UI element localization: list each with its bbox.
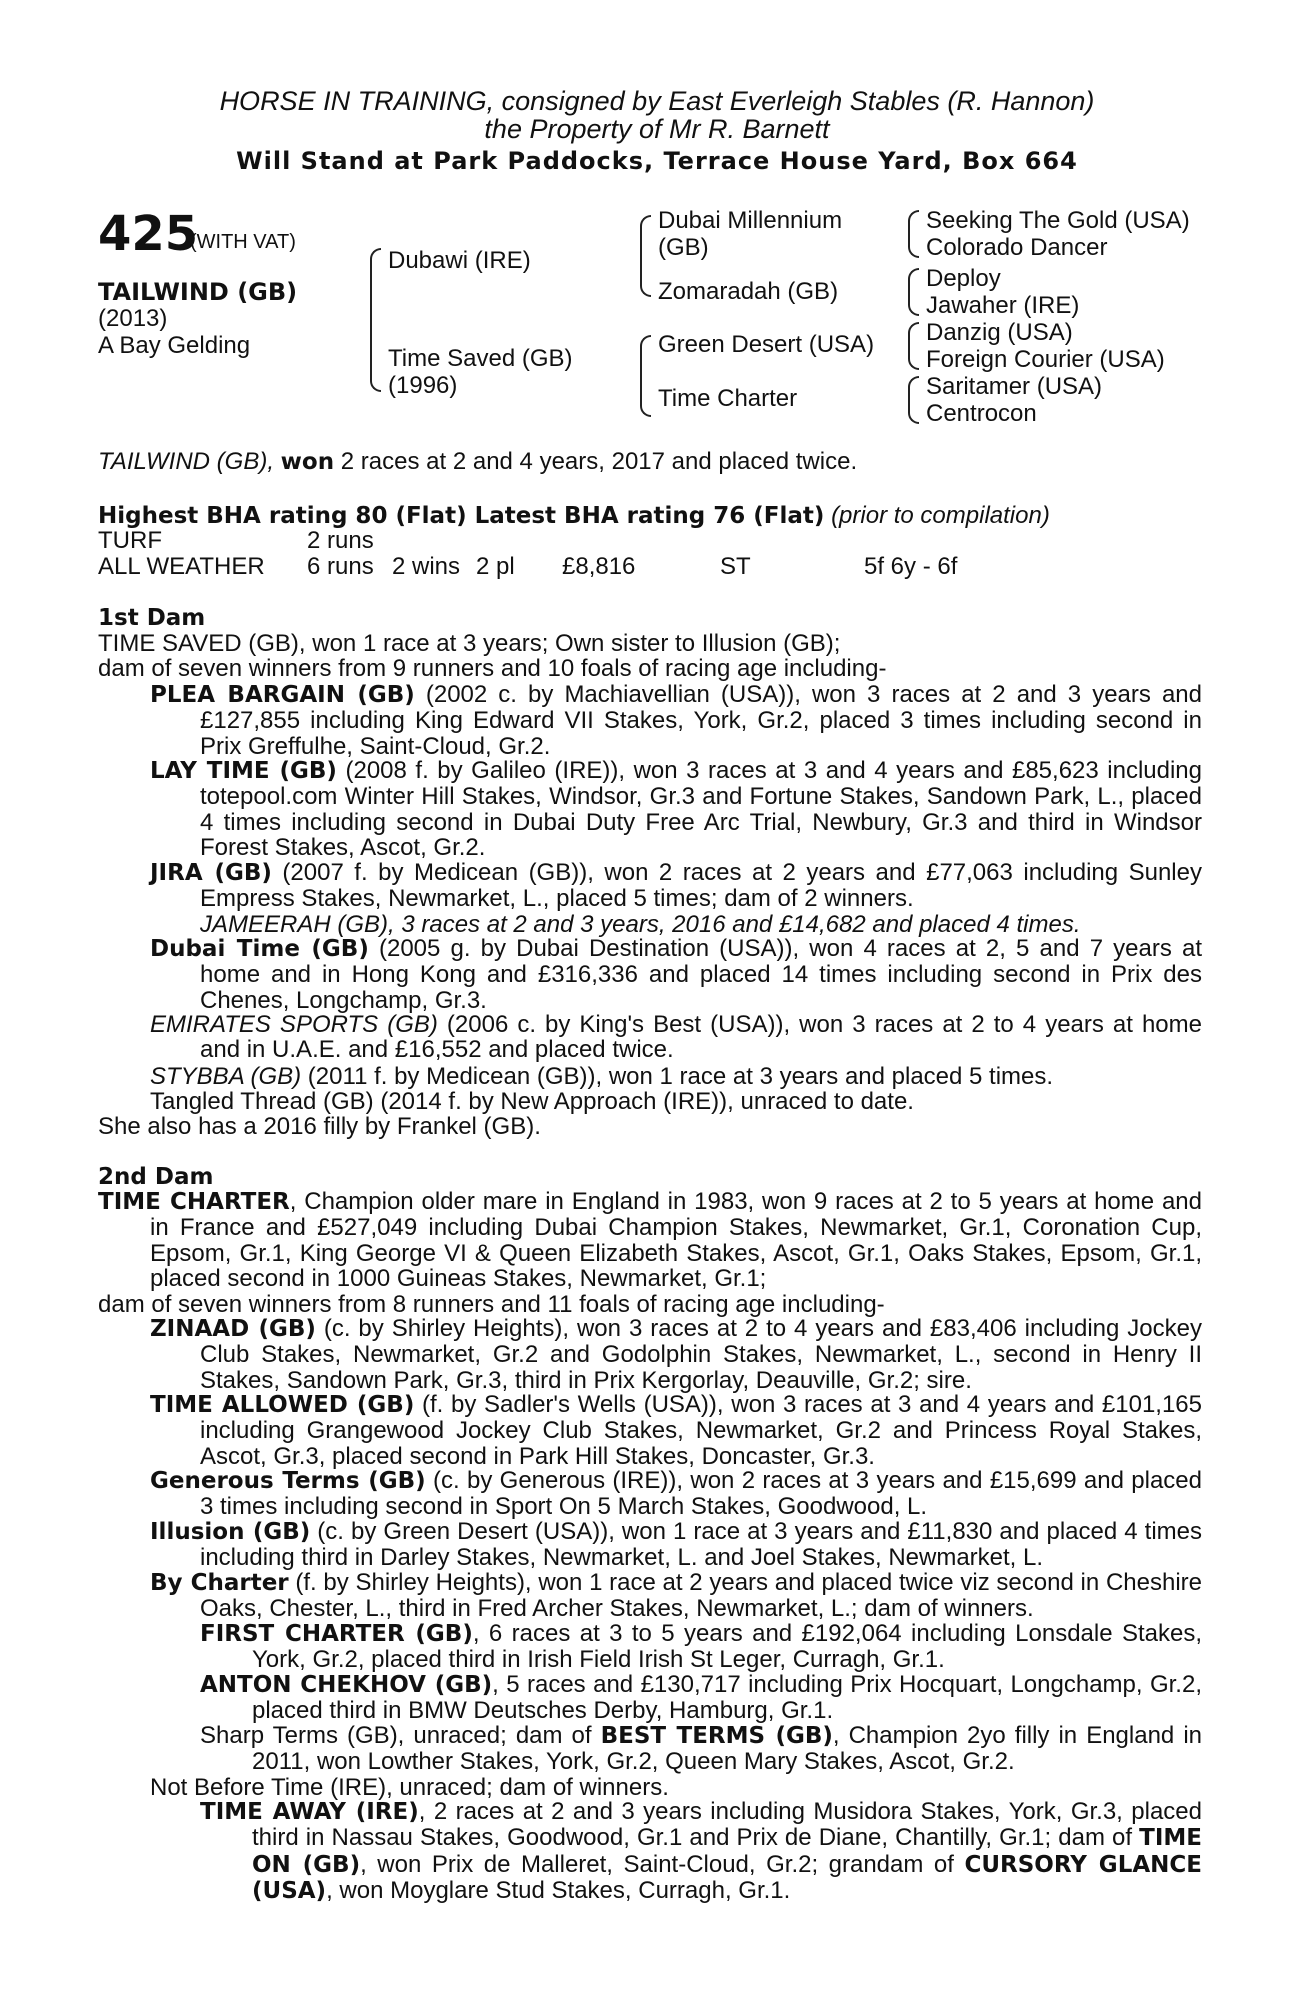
cursory-glance-name: CURSORY GLANCE (USA) — [252, 1851, 1202, 1905]
stats-aw-prize: £8,816 — [562, 553, 636, 580]
pedigree-brace-main — [370, 248, 381, 392]
stats-turf-label: TURF — [98, 527, 162, 554]
produce-dubai-time — [150, 935, 1203, 1014]
zinaad-name: ZINAAD (GB) — [150, 1316, 316, 1342]
header-location: Will Stand at Park Paddocks, Terrace House Yard, Box 664 — [236, 147, 1078, 175]
pedigree-brace-sire — [640, 215, 651, 297]
stats-aw-label: ALL WEATHER — [98, 553, 265, 580]
anton-chekhov-text: , 5 races and £130,717 including Prix Hocquart, Longchamp, Gr.2, placed third in BMW Deutsches Derby, Hamburg, Gr.1. — [252, 1671, 1202, 1725]
produce-emirates-sports — [150, 1011, 1202, 1064]
pedigree-dam-year: (1996) — [388, 372, 458, 399]
produce-time-away — [200, 1798, 1202, 1905]
stats-aw-wins: 2 wins — [392, 553, 461, 580]
horse-name: TAILWIND (GB) — [98, 278, 298, 306]
pedigree-sss: Seeking The Gold (USA) — [926, 207, 1190, 234]
produce-lay-time — [150, 757, 1203, 862]
pedigree-brace-dd — [908, 376, 919, 424]
pedigree-sire: Dubawi (IRE) — [388, 247, 531, 274]
stats-aw-runs: 6 runs — [307, 553, 374, 580]
pedigree-brace-dam — [640, 335, 651, 417]
second-dam-record — [98, 1188, 1202, 1293]
jira-text: (2007 f. by Medicean (GB)), won 2 races at 2 years and £77,063 including Sunley Empress Stakes, Newmarket, L., placed 5 times; dam of 2 winners. — [200, 859, 1202, 913]
pedigree-dss: Danzig (USA) — [926, 319, 1073, 346]
pedigree-sdd: Jawaher (IRE) — [926, 292, 1080, 319]
first-charter-name: FIRST CHARTER (GB) — [200, 1621, 473, 1647]
produce-by-charter — [150, 1569, 1202, 1623]
pedigree-dam: Time Saved (GB) — [388, 345, 573, 372]
produce-plea-bargain — [150, 681, 1203, 760]
time-allowed-name: TIME ALLOWED (GB) — [150, 1392, 415, 1418]
summary-won: won — [280, 449, 335, 475]
produce-illusion — [150, 1518, 1202, 1572]
emirates-sports-name: EMIRATES SPORTS (GB) — [150, 1011, 438, 1038]
header-consignor: HORSE IN TRAINING, consigned by East Everleigh Stables (R. Hannon) — [219, 86, 1095, 116]
time-on-name: TIME ON (GB) — [252, 1825, 1202, 1878]
pedigree-dsd: Foreign Courier (USA) — [926, 346, 1165, 373]
second-dam-produce-summary: dam of seven winners from 8 runners and 11 foals of racing age including- — [98, 1291, 885, 1318]
produce-not-before-time: Not Before Time (IRE), unraced; dam of winners. — [150, 1774, 669, 1801]
emirates-sports-text: (2006 c. by King's Best (USA)), won 3 races at 2 to 4 years at home and in U.A.E. and £16,552 and placed twice. — [200, 1011, 1202, 1064]
pedigree-dam-dam: Time Charter — [658, 385, 798, 412]
lay-time-name: LAY TIME (GB) — [150, 758, 337, 784]
pedigree-sds: Deploy — [926, 265, 1001, 292]
ratings-note: (prior to compilation) — [831, 502, 1050, 529]
produce-tangled-thread: Tangled Thread (GB) (2014 f. by New Approach (IRE)), unraced to date. — [150, 1088, 914, 1115]
stybba-text: (2011 f. by Medicean (GB)), won 1 race at 3 years and placed 5 times. — [301, 1063, 1054, 1090]
horse-description: A Bay Gelding — [98, 332, 251, 359]
stats-aw-placed: 2 pl — [476, 553, 515, 580]
pedigree-brace-ss — [908, 210, 919, 258]
stats-aw-surface: ST — [720, 553, 751, 580]
zinaad-text: (c. by Shirley Heights), won 3 races at 2 to 4 years and £83,406 including Jockey Club Stakes, Newmarket, Gr.2 and Godolphin Stakes, Newmarket, L., second in Henry II Stakes, Sandown Park, Gr.3, third in Prix Kergorlay, Deauville, Gr.2; sire. — [200, 1315, 1202, 1394]
produce-generous-terms — [150, 1467, 1202, 1521]
produce-anton-chekhov — [200, 1671, 1202, 1725]
illusion-name: Illusion (GB) — [150, 1519, 311, 1545]
pedigree-sire-sire-country: (GB) — [658, 234, 709, 261]
produce-stybba — [150, 1063, 1053, 1090]
produce-zinaad — [150, 1315, 1202, 1394]
best-terms-text: , Champion 2yo filly in England in 2011, won Lowther Stakes, York, Gr.2, Queen Mary Stakes, Ascot, Gr.2. — [252, 1722, 1202, 1776]
lot-number: 425 — [98, 206, 199, 262]
produce-first-charter — [200, 1620, 1203, 1674]
time-charter-text: , Champion older mare in England in 1983, won 9 races at 2 to 5 years at home and in France and £527,049 including Dubai Champion Stakes, Newmarket, Gr.1, Coronation Cup, Epsom, Gr.1, King George VI & Queen Elizabeth Stakes, Ascot, Gr.1, Oaks Stakes, Epsom, Gr.1, placed second in 1000 Guineas Stakes, Newmarket, Gr.1; — [150, 1188, 1202, 1293]
stybba-name: STYBBA (GB) — [150, 1063, 302, 1090]
pedigree-sire-sire: Dubai Millennium — [658, 207, 843, 234]
ratings-text: Highest BHA rating 80 (Flat) Latest BHA rating 76 (Flat) — [98, 503, 825, 529]
pedigree-ddd: Centrocon — [926, 400, 1037, 427]
ratings-line — [98, 502, 1050, 530]
illusion-text: (c. by Green Desert (USA)), won 1 race at 3 years and £11,830 and placed 4 times including third in Darley Stakes, Newmarket, L. and Joel Stakes, Newmarket, L. — [200, 1518, 1202, 1572]
second-dam-heading: 2nd Dam — [98, 1164, 214, 1190]
plea-bargain-name: PLEA BARGAIN (GB) — [150, 682, 415, 708]
race-summary: TAILWIND (GB), won 2 races at 2 and 4 years, 2017 and placed twice. — [98, 448, 858, 475]
cursory-glance-text: , won Moyglare Stud Stakes, Curragh, Gr.1. — [326, 1877, 791, 1905]
produce-jira — [150, 859, 1202, 913]
first-dam-produce-summary: dam of seven winners from 9 runners and 10 foals of racing age including- — [98, 655, 887, 683]
generous-terms-text: (c. by Generous (IRE)), won 2 races at 3 years and £15,699 and placed 3 times including second in Sport On 5 March Stakes, Goodwood, L. — [200, 1467, 1202, 1521]
first-dam-record: TIME SAVED (GB), won 1 race at 3 years; Own sister to Illusion (GB); — [98, 630, 841, 657]
produce-sharp-terms — [200, 1722, 1202, 1776]
by-charter-name: By Charter — [150, 1570, 289, 1596]
produce-frankel-filly: She also has a 2016 filly by Frankel (GB). — [98, 1113, 541, 1140]
stats-aw-distance: 5f 6y - 6f — [864, 553, 958, 580]
time-on-text: , won Prix de Malleret, Saint-Cloud, Gr.2; grandam of — [360, 1850, 965, 1878]
time-away-name: TIME AWAY (IRE) — [200, 1799, 419, 1825]
vat-note: (WITH VAT) — [190, 231, 296, 253]
pedigree-brace-ds — [908, 322, 919, 370]
best-terms-name: BEST TERMS (GB) — [600, 1723, 833, 1749]
generous-terms-name: Generous Terms (GB) — [150, 1468, 426, 1494]
summary-text: 2 races at 2 and 4 years, 2017 and placed twice. — [334, 448, 858, 475]
time-charter-name: TIME CHARTER — [98, 1189, 290, 1215]
pedigree-brace-sd — [908, 268, 919, 316]
sharp-terms-text: Sharp Terms (GB), unraced; dam of — [200, 1722, 601, 1749]
by-charter-text: (f. by Shirley Heights), won 1 race at 2 years and placed twice viz second in Cheshire Oaks, Chester, L., third in Fred Archer Stakes, Newmarket, L.; dam of winners. — [200, 1569, 1202, 1623]
dubai-time-name: Dubai Time (GB) — [150, 936, 369, 962]
first-dam-intro — [98, 631, 1202, 682]
stats-turf-runs: 2 runs — [307, 527, 374, 554]
time-away-text: , 2 races at 2 and 3 years including Musidora Stakes, York, Gr.3, placed third in Nassau Stakes, Goodwood, Gr.1 and Prix de Diane, Chantilly, Gr.1; dam of — [252, 1798, 1202, 1852]
time-allowed-text: (f. by Sadler's Wells (USA)), won 3 races at 3 and 4 years and £101,165 including Grangewood Jockey Club Stakes, Newmarket, Gr.2 and Princess Royal Stakes, Ascot, Gr.3, placed second in Park Hill Stakes, Doncaster, Gr.3. — [200, 1391, 1203, 1470]
pedigree-dam-sire: Green Desert (USA) — [658, 331, 875, 358]
summary-horse-name: TAILWIND (GB) — [98, 448, 268, 475]
dubai-time-text: (2005 g. by Dubai Destination (USA)), won 4 races at 2, 5 and 7 years at home and in Hong Kong and £316,336 and placed 14 times including second in Prix des Chenes, Longchamp, Gr.3. — [200, 935, 1203, 1014]
first-dam-heading: 1st Dam — [98, 605, 206, 631]
first-charter-text: , 6 races at 3 to 5 years and £192,064 including Lonsdale Stakes, York, Gr.2, placed third in Irish Field Irish St Leger, Curragh, Gr.1. — [252, 1620, 1203, 1674]
lay-time-text: (2008 f. by Galileo (IRE)), won 3 races at 3 and 4 years and £85,623 including totepool.com Winter Hill Stakes, Windsor, Gr.3 and Fortune Stakes, Sandown Park, L., placed 4 times including second in Dubai Duty Free Arc Trial, Newbury, Gr.3 and third in Windsor Forest Stakes, Ascot, Gr.2. — [200, 757, 1203, 862]
horse-year: (2013) — [98, 305, 168, 332]
anton-chekhov-name: ANTON CHEKHOV (GB) — [200, 1672, 493, 1698]
header-owner: the Property of Mr R. Barnett — [484, 114, 830, 144]
produce-jameerah: JAMEERAH (GB), 3 races at 2 and 3 years, 2016 and £14,682 and placed 4 times. — [200, 911, 1081, 938]
jira-name: JIRA (GB) — [150, 860, 272, 886]
pedigree-ssd: Colorado Dancer — [926, 234, 1108, 261]
pedigree-sire-dam: Zomaradah (GB) — [658, 278, 839, 305]
pedigree-dds: Saritamer (USA) — [926, 373, 1103, 400]
plea-bargain-text: (2002 c. by Machiavellian (USA)), won 3 races at 2 and 3 years and £127,855 including King Edward VII Stakes, York, Gr.2, placed 3 times including second in Prix Greffulhe, Saint-Cloud, Gr.2. — [200, 681, 1203, 760]
produce-time-allowed — [150, 1391, 1203, 1470]
